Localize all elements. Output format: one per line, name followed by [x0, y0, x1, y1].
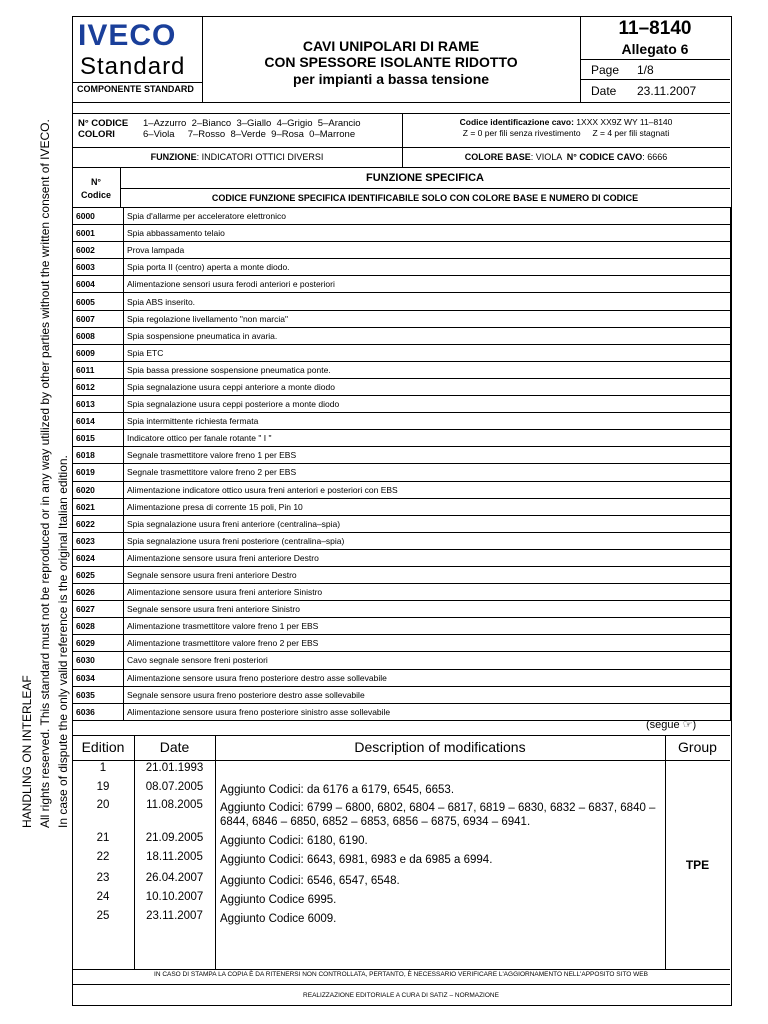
description-cell: Spia segnalazione usura ceppi posteriore a monte diodo [124, 396, 731, 413]
table-row [73, 498, 731, 515]
table-row [73, 259, 731, 276]
ident-value: 1XXX XX9Z WY 11–8140 [576, 117, 673, 127]
table-row [73, 396, 731, 413]
description-cell: Spia sospensione pneumatica in avaria. [124, 327, 731, 344]
mod-date-header: Date [159, 739, 190, 755]
description-cell: Indicatore ottico per fanale rotante " I " [124, 430, 731, 447]
mod-edition: 21 [96, 832, 110, 844]
mod-description: Aggiunto Codici: 6643, 6981, 6983 e da 6985 a 6994. [220, 854, 493, 866]
table-row [73, 208, 731, 225]
mod-date: 18.11.2005 [146, 851, 203, 863]
mod-date: 26.04.2007 [145, 872, 204, 884]
colore-base-value: : VIOLA [530, 152, 562, 162]
code-cell: 6026 [73, 584, 124, 601]
mod-edition: 20 [96, 799, 110, 811]
description-cell: Spia segnalazione usura freni anteriore (centralina–spia) [124, 515, 731, 532]
mod-date: 21.09.2005 [145, 832, 204, 844]
table-row [73, 310, 731, 327]
code-cell: 6002 [73, 242, 124, 259]
code-cell: 6005 [73, 293, 124, 310]
code-cell: 6019 [73, 464, 124, 481]
description-cell: Alimentazione sensore usura freno posteriore destro asse sollevabile [124, 669, 731, 686]
code-cell: 6023 [73, 532, 124, 549]
table-row [73, 652, 731, 669]
mod-group-value: TPE [685, 858, 710, 872]
code-cell: 6020 [73, 481, 124, 498]
mod-date: 11.08.2005 [146, 799, 203, 811]
handling-note: HANDLING ON INTERLEAF [20, 675, 34, 828]
description-cell: Spia d'allarme per acceleratore elettronico [124, 208, 731, 225]
title-line-3: per impianti a bassa tensione [292, 71, 490, 87]
description-cell: Segnale sensore usura freni anteriore Destro [124, 566, 731, 583]
table-row [73, 430, 731, 447]
dispute-note: In case of dispute the only valid reference is the original Italian edition. [56, 455, 70, 828]
modifications-table [72, 735, 730, 969]
code-cell: 6025 [73, 566, 124, 583]
table-row [73, 515, 731, 532]
mod-date: 21.01.1993 [145, 762, 204, 774]
mod-date: 08.07.2005 [145, 781, 204, 793]
code-cell: 6008 [73, 327, 124, 344]
colori-label: COLORI [78, 129, 115, 140]
code-cell: 6012 [73, 378, 124, 395]
mod-edition: 23 [96, 872, 110, 884]
code-cell: 6028 [73, 618, 124, 635]
code-cell: 6000 [73, 208, 124, 225]
code-cell: 6001 [73, 225, 124, 242]
table-row [73, 293, 731, 310]
componente-label: COMPONENTE STANDARD [77, 84, 194, 94]
mod-group-header: Group [678, 739, 717, 755]
date-label: Date [591, 84, 617, 98]
table-row [73, 327, 731, 344]
code-cell: 6034 [73, 669, 124, 686]
mod-description: Aggiunto Codici: 6546, 6547, 6548. [220, 875, 400, 887]
col-func-header: FUNZIONE SPECIFICA [366, 172, 484, 184]
description-cell: Spia bassa pressione sospensione pneumatica ponte. [124, 361, 731, 378]
code-cell: 6036 [73, 703, 124, 720]
code-cell: 6014 [73, 413, 124, 430]
standard-label: Standard [80, 53, 186, 80]
description-cell: Spia abbassamento telaio [124, 225, 731, 242]
description-cell: Alimentazione presa di corrente 15 poli, Pin 10 [124, 498, 731, 515]
funzione-value: : INDICATORI OTTICI DIVERSI [196, 152, 324, 162]
description-cell: Alimentazione sensore usura freno posteriore sinistro asse sollevabile [124, 703, 731, 720]
iveco-logo: IVECO [78, 19, 177, 52]
table-row [73, 601, 731, 618]
footer-line-1: IN CASO DI STAMPA LA COPIA È DA RITENERSI NON CONTROLLATA, PERTANTO, È NECESSARIO VERIFICARE L'AGGIORNAMENTO NELL'APPOSITO SITO WEB [154, 971, 648, 978]
description-cell: Spia intermittente richiesta fermata [124, 413, 731, 430]
description-cell: Alimentazione trasmettitore valore freno 2 per EBS [124, 635, 731, 652]
description-cell: Spia ETC [124, 344, 731, 361]
table-row [73, 566, 731, 583]
description-cell: Segnale sensore usura freni anteriore Sinistro [124, 601, 731, 618]
table-row [73, 464, 731, 481]
codice-cavo-value: : 6666 [642, 152, 668, 162]
mod-edition: 19 [96, 781, 110, 793]
table-row [73, 669, 731, 686]
description-cell: Cavo segnale sensore freni posteriori [124, 652, 731, 669]
code-cell: 6021 [73, 498, 124, 515]
page-value: 1/8 [637, 63, 654, 77]
table-row [73, 378, 731, 395]
codes-table [72, 207, 731, 721]
date-value: 23.11.2007 [637, 84, 697, 98]
codice-label: N° CODICE [78, 118, 129, 129]
allegato-label: Allegato 6 [621, 41, 689, 57]
code-cell: 6009 [73, 344, 124, 361]
funzione-label: FUNZIONE [150, 152, 197, 162]
table-row [73, 686, 731, 703]
footer-line-2: REALIZZAZIONE EDITORIALE A CURA DI SATIZ – NORMAZIONE [303, 992, 499, 999]
table-row [73, 618, 731, 635]
description-cell: Alimentazione sensore usura freni anteriore Sinistro [124, 584, 731, 601]
mod-edition: 1 [99, 762, 107, 774]
mod-description: Aggiunto Codice 6995. [220, 894, 337, 906]
code-cell: 6015 [73, 430, 124, 447]
page-label: Page [591, 63, 620, 77]
code-cell: 6007 [73, 310, 124, 327]
code-cell: 6018 [73, 447, 124, 464]
table-row [73, 532, 731, 549]
table-row [73, 549, 731, 566]
ident-label: Codice identificazione cavo: [459, 117, 574, 127]
colore-base-label: COLORE BASE [464, 152, 531, 162]
code-cell: 6003 [73, 259, 124, 276]
table-row [73, 481, 731, 498]
description-cell: Spia segnalazione usura freni posteriore (centralina–spia) [124, 532, 731, 549]
mod-edition: 25 [96, 910, 110, 922]
ident-note: Z = 0 per fili senza rivestimento Z = 4 per fili stagnati [462, 128, 670, 138]
segue-label: (segue ☞) [646, 719, 697, 731]
description-cell: Alimentazione indicatore ottico usura freni anteriori e posteriori con EBS [124, 481, 731, 498]
table-row [73, 225, 731, 242]
code-cell: 6027 [73, 601, 124, 618]
description-cell: Segnale trasmettitore valore freno 2 per EBS [124, 464, 731, 481]
description-cell: Segnale trasmettitore valore freno 1 per EBS [124, 447, 731, 464]
mod-date: 10.10.2007 [145, 891, 204, 903]
code-cell: 6024 [73, 549, 124, 566]
mod-description: Aggiunto Codice 6009. [220, 913, 337, 925]
doc-number: 11–8140 [618, 18, 692, 39]
table-row [73, 276, 731, 293]
title-line-2: CON SPESSORE ISOLANTE RIDOTTO [264, 54, 518, 70]
description-cell: Alimentazione sensori usura ferodi anteriori e posteriori [124, 276, 731, 293]
description-cell: Spia segnalazione usura ceppi anteriore a monte diodo [124, 378, 731, 395]
code-cell: 6035 [73, 686, 124, 703]
code-cell: 6013 [73, 396, 124, 413]
code-cell: 6011 [73, 361, 124, 378]
table-row [73, 344, 731, 361]
code-cell: 6029 [73, 635, 124, 652]
table-row [73, 242, 731, 259]
mod-description: Aggiunto Codici: 6180, 6190. [220, 835, 368, 847]
code-cell: 6030 [73, 652, 124, 669]
codice-cavo-label: N° CODICE CAVO [566, 152, 643, 162]
table-row [73, 447, 731, 464]
title-line-1: CAVI UNIPOLARI DI RAME [302, 38, 480, 54]
codice-values: 1–Azzurro 2–Bianco 3–Giallo 4–Grigio 5–Arancio [143, 118, 361, 129]
description-cell: Prova lampada [124, 242, 731, 259]
mod-description: Aggiunto Codici: da 6176 a 6179, 6545, 6653. [220, 784, 455, 796]
col-code-header-1: N° [90, 177, 102, 187]
code-cell: 6022 [73, 515, 124, 532]
table-row [73, 584, 731, 601]
description-cell: Spia regolazione livellamento "non marcia" [124, 310, 731, 327]
description-cell: Alimentazione sensore usura freni anteriore Destro [124, 549, 731, 566]
table-row [73, 635, 731, 652]
rights-note: All rights reserved. This standard must not be reproduced or in any way utilized by other parties without the written consent of IVECO. [38, 119, 52, 828]
mod-date: 23.11.2007 [146, 910, 203, 922]
table-row [73, 703, 731, 720]
mod-edition: 24 [96, 891, 110, 903]
description-cell: Alimentazione trasmettitore valore freno 1 per EBS [124, 618, 731, 635]
description-cell: Segnale sensore usura freno posteriore destro asse sollevabile [124, 686, 731, 703]
table-row [73, 413, 731, 430]
description-cell: Spia ABS inserito. [124, 293, 731, 310]
mod-edition: 22 [96, 851, 110, 863]
col-code-header-2: Codice [80, 190, 111, 200]
col-func-subheader: CODICE FUNZIONE SPECIFICA IDENTIFICABILE SOLO CON COLORE BASE E NUMERO DI CODICE [211, 193, 639, 203]
colori-values: 6–Viola 7–Rosso 8–Verde 9–Rosa 0–Marrone [143, 129, 356, 140]
mod-desc-header: Description of modifications [354, 739, 526, 755]
mod-description: Aggiunto Codici: 6799 – 6800, 6802, 6804 – 6817, 6819 – 6830, 6832 – 6837, 6840 – 6844, 6846 – 6850, 6852 – 6853, 6856 – 6875, 6934 – 6941. [220, 802, 656, 828]
code-cell: 6004 [73, 276, 124, 293]
mod-edition-header: Edition [81, 739, 125, 755]
table-row [73, 361, 731, 378]
description-cell: Spia porta II (centro) aperta a monte diodo. [124, 259, 731, 276]
